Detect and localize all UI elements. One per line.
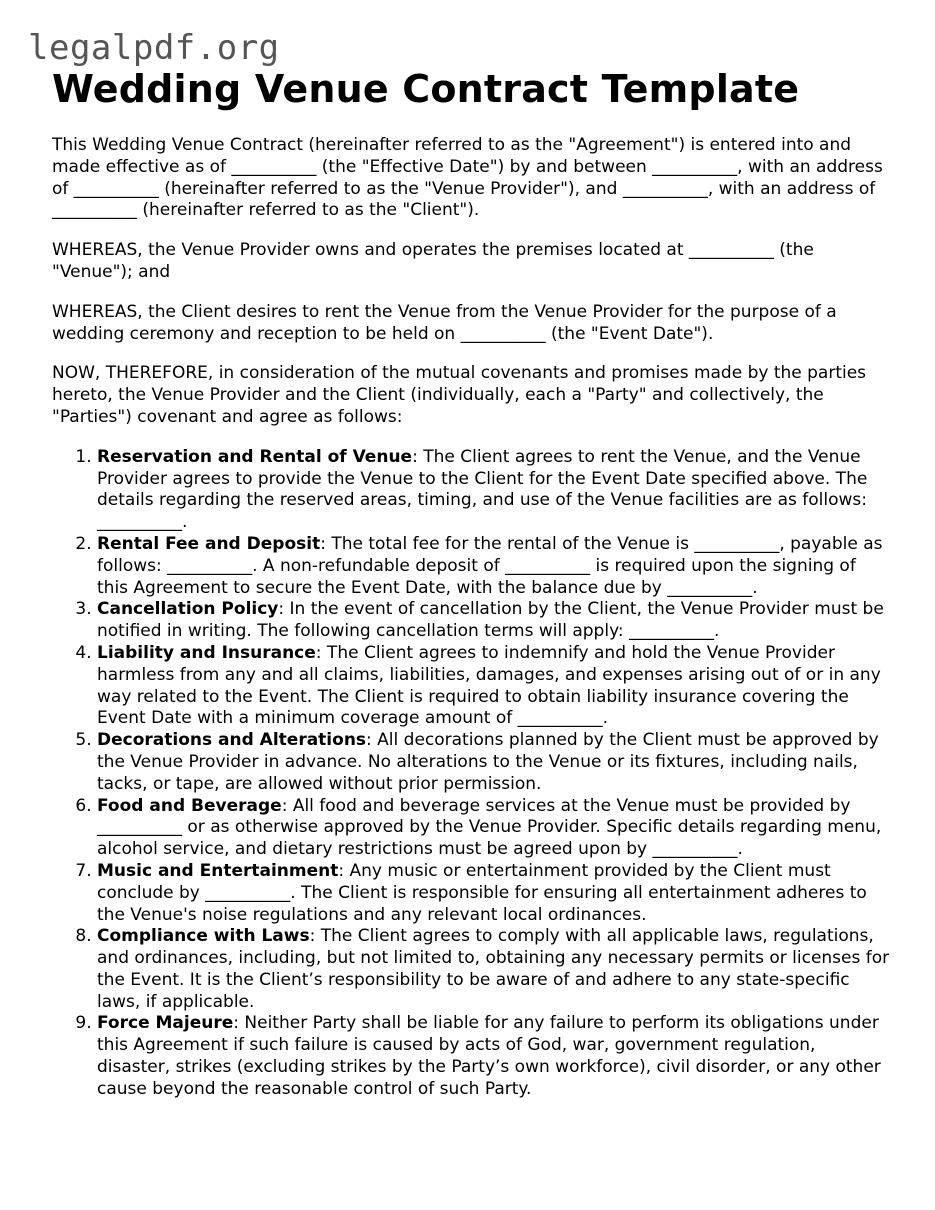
clause-item bbox=[97, 534, 892, 599]
clause-heading: Rental Fee and Deposit bbox=[97, 533, 321, 554]
clause-heading: Food and Beverage bbox=[97, 795, 282, 816]
clause-heading: Compliance with Laws bbox=[97, 926, 310, 947]
clause-text: : Neither Party shall be liable for any failure to perform its obligations under this Agreement if such failure is caused by acts of God, war, government regulation, disaster, strikes (excluding strikes by the Party’s own workforce), civil disorder, or any other cause beyond the reasonable control of such Party. bbox=[97, 1013, 881, 1099]
document-body bbox=[52, 135, 892, 1101]
now-therefore-paragraph: NOW, THEREFORE, in consideration of the mutual covenants and promises made by the parties hereto, the Venue Provider and the Client (individually, each a "Party" and collectively, the "Parties") covenant and agree as follows: bbox=[52, 363, 867, 427]
clause-item bbox=[97, 599, 892, 643]
clause-heading: Decorations and Alterations bbox=[97, 730, 367, 751]
clause-text: : The Client agrees to comply with all applicable laws, regulations, and ordinances, including, but not limited to, obtaining any necessary permits or licenses for the Event. It is the Client’s responsibility to be aware of and adhere to any state-specific laws, if applicable. bbox=[97, 926, 890, 1012]
whereas-venue-paragraph: WHEREAS, the Venue Provider owns and operates the premises located at __________ (the "Venue"); and bbox=[52, 240, 814, 282]
whereas-client-paragraph: WHEREAS, the Client desires to rent the Venue from the Venue Provider for the purpose of a wedding ceremony and reception to be held on __________ (the "Event Date"). bbox=[52, 301, 837, 344]
document-title: Wedding Venue Contract Template bbox=[52, 67, 800, 111]
clause-heading: Liability and Insurance bbox=[97, 642, 316, 663]
clause-item bbox=[97, 861, 892, 926]
watermark: legalpdf.org bbox=[28, 28, 280, 68]
clause-list bbox=[52, 447, 892, 1101]
clause-text: : The Client agrees to rent the Venue, and the Venue Provider agrees to provide the Venue to the Client for the Event Date specified above. The details regarding the reserved areas, timing, and use of the Venue facilities are as follows: __________. bbox=[97, 446, 868, 533]
clause-heading: Cancellation Policy bbox=[97, 599, 279, 620]
clause-text: : All decorations planned by the Client must be approved by the Venue Provider in advance. No alterations to the Venue or its fixtures, including nails, tacks, or tape, are allowed without prior permission. bbox=[97, 730, 879, 794]
clause-item bbox=[97, 796, 892, 861]
clause-heading: Music and Entertainment bbox=[97, 860, 339, 881]
clause-heading: Force Majeure bbox=[97, 1013, 234, 1034]
clause-text: : The total fee for the rental of the Venue is __________, payable as follows: __________. A non-refundable deposit of __________ is required upon the signing of this Agreement to secure the Event Date, with the balance due by __________. bbox=[97, 533, 883, 598]
clause-text: : Any music or entertainment provided by the Client must conclude by __________. The Client is responsible for ensuring all entertainment adheres to the Venue's noise regulations and any relevant local ordinances. bbox=[97, 860, 867, 925]
clause-text: : All food and beverage services at the Venue must be provided by __________ or as otherwise approved by the Venue Provider. Specific details regarding menu, alcohol service, and dietary restrictions must be agreed upon by __________. bbox=[97, 795, 882, 860]
clause-item bbox=[97, 730, 892, 795]
clause-item bbox=[97, 447, 892, 534]
clause-item bbox=[97, 1013, 892, 1100]
clause-item bbox=[97, 643, 892, 730]
clause-item bbox=[97, 926, 892, 1013]
clause-text: : The Client agrees to indemnify and hold the Venue Provider harmless from any and all claims, liabilities, damages, and expenses arising out of or in any way related to the Event. The Client is required to obtain liability insurance covering the Event Date with a minimum coverage amount of __________. bbox=[97, 642, 881, 729]
clause-heading: Reservation and Rental of Venue bbox=[97, 446, 413, 467]
intro-paragraph: This Wedding Venue Contract (hereinafter referred to as the "Agreement") is entered into and made effective as of __________ (the "Effective Date") by and between __________, with an address of __________ (hereinafter referred to as the "Venue Provider"), and __________, with an address of __________ (hereinafter referred to as the "Client"). bbox=[52, 135, 883, 221]
clause-text: : In the event of cancellation by the Client, the Venue Provider must be notified in writing. The following cancellation terms will apply: __________. bbox=[97, 599, 884, 642]
